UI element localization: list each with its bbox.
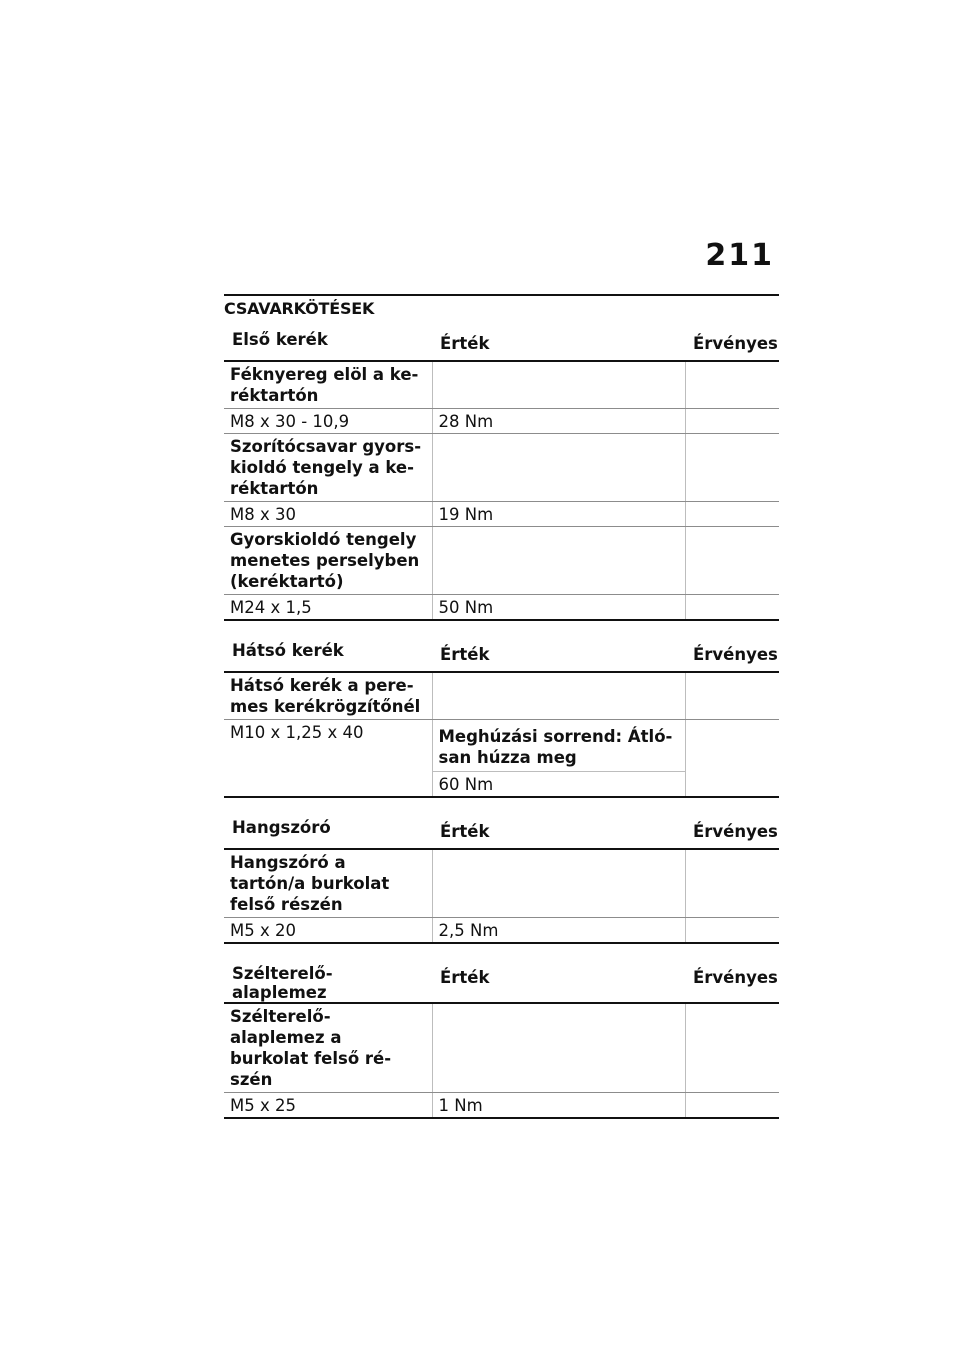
torque-tables xyxy=(224,324,779,1119)
row-description: Féknyereg elöl a ke-réktartón xyxy=(224,361,432,409)
header-valid: Érvényes xyxy=(685,324,779,361)
header-value: Érték xyxy=(432,812,685,849)
header-valid: Érvényes xyxy=(685,635,779,672)
table-header-row xyxy=(224,324,779,361)
header-component: Hangszóró xyxy=(224,812,432,849)
table-horn xyxy=(224,812,779,944)
table-row xyxy=(224,1003,779,1093)
row-description: Hangszóró a tartón/a burkolat felső részén xyxy=(224,849,432,918)
header-valid: Érvényes xyxy=(685,812,779,849)
row-value: 28 Nm xyxy=(432,409,685,434)
table-row xyxy=(224,1093,779,1119)
header-valid: Érvényes xyxy=(685,958,779,1003)
table-header-row xyxy=(224,812,779,849)
table-windshield-base xyxy=(224,958,779,1119)
table-header-row xyxy=(224,958,779,1003)
row-size: M8 x 30 - 10,9 xyxy=(224,409,432,434)
header-value: Érték xyxy=(432,324,685,361)
row-description: Gyorskioldó tengely menetes perselyben (keréktartó) xyxy=(224,527,432,595)
row-size: M5 x 25 xyxy=(224,1093,432,1119)
table-row xyxy=(224,502,779,527)
table-row xyxy=(224,409,779,434)
table-row xyxy=(224,361,779,409)
table-rear-wheel xyxy=(224,635,779,798)
row-value: 1 Nm xyxy=(432,1093,685,1119)
table-row xyxy=(224,595,779,621)
table-row xyxy=(224,720,779,798)
header-component: Hátsó kerék xyxy=(224,635,432,672)
row-size: M8 x 30 xyxy=(224,502,432,527)
page-number: 211 xyxy=(705,238,774,273)
row-size: M5 x 20 xyxy=(224,918,432,944)
header-component: Szélterelő-alaplemez xyxy=(224,958,432,1003)
table-header-row xyxy=(224,635,779,672)
header-value: Érték xyxy=(432,958,685,1003)
table-front-wheel xyxy=(224,324,779,621)
section-title: CSAVARKÖTÉSEK xyxy=(224,299,375,318)
row-value: 19 Nm xyxy=(432,502,685,527)
row-size: M10 x 1,25 x 40 xyxy=(224,720,432,798)
header-value: Érték xyxy=(432,635,685,672)
table-row xyxy=(224,434,779,502)
row-size: M24 x 1,5 xyxy=(224,595,432,621)
row-description: Szélterelő-alaplemez a burkolat felső ré-szén xyxy=(224,1003,432,1093)
row-description: Hátsó kerék a pere-mes kerékrögzítőnél xyxy=(224,672,432,720)
table-row xyxy=(224,672,779,720)
table-row xyxy=(224,527,779,595)
row-value: 60 Nm xyxy=(438,775,494,794)
table-row xyxy=(224,918,779,944)
table-row xyxy=(224,849,779,918)
tightening-note: Meghúzási sorrend: Átló-san húzza meg xyxy=(433,720,685,772)
section-rule xyxy=(224,294,779,296)
row-description: Szorítócsavar gyors-kioldó tengely a ke-réktartón xyxy=(224,434,432,502)
row-value: 50 Nm xyxy=(432,595,685,621)
row-value: 2,5 Nm xyxy=(432,918,685,944)
header-component: Első kerék xyxy=(224,324,432,361)
